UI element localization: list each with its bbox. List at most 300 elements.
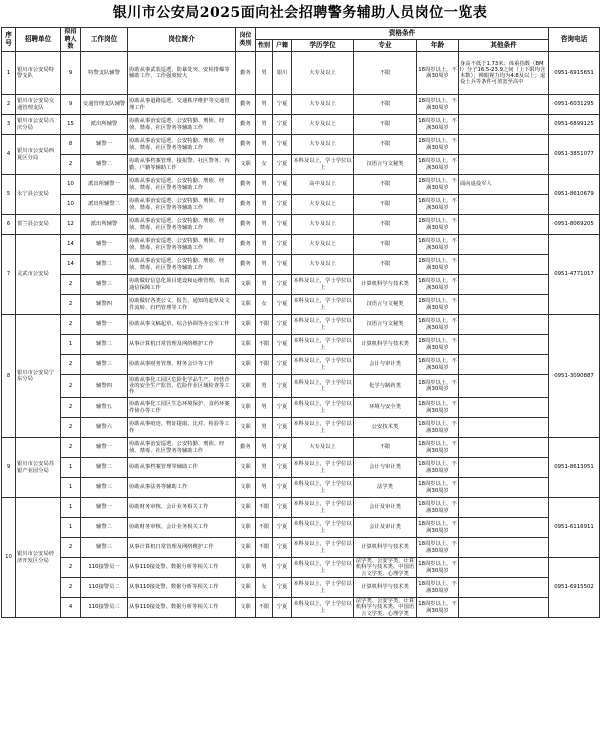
cell-gender: 不限 — [256, 538, 273, 558]
table-row — [2, 215, 600, 235]
cell-edu: 大专及以上 — [292, 195, 354, 215]
cell-edu: 本科及以上，学士学位以上 — [292, 578, 354, 598]
cell-huji: 宁夏 — [273, 275, 292, 295]
cell-seq: 10 — [2, 498, 16, 618]
cell-age: 18周岁以上，不满30周岁 — [417, 558, 459, 578]
cell-age: 18周岁以上，不满30周岁 — [417, 355, 459, 375]
header-seq: 序号 — [2, 28, 16, 52]
cell-duty: 协助财务审核、会计业务相关工作 — [128, 498, 236, 518]
cell-huji: 宁夏 — [273, 155, 292, 175]
cell-major: 法学类 — [354, 478, 417, 498]
cell-seq: 5 — [2, 175, 16, 215]
cell-post: 特警支队辅警 — [81, 52, 128, 95]
cell-post: 辅警三 — [81, 478, 128, 498]
cell-other — [459, 458, 549, 478]
table-row — [2, 518, 600, 538]
cell-other — [459, 195, 549, 215]
cell-major: 汉语言与文秘类 — [354, 155, 417, 175]
cell-age: 18周岁以上，不满30周岁 — [417, 135, 459, 155]
cell-contact: 0951-6915651 — [549, 52, 600, 95]
cell-age: 18周岁以上，不满30周岁 — [417, 418, 459, 438]
cell-num: 12 — [61, 215, 81, 235]
cell-post: 110接警员一 — [81, 558, 128, 578]
cell-huji: 宁夏 — [273, 95, 292, 115]
cell-post: 辅警一 — [81, 135, 128, 155]
cell-age: 18周岁以上，不满30周岁 — [417, 215, 459, 235]
cell-gender: 不限 — [256, 355, 273, 375]
cell-type: 文职 — [236, 518, 256, 538]
cell-huji: 宁夏 — [273, 295, 292, 315]
cell-age: 18周岁以上，不满30周岁 — [417, 398, 459, 418]
table-row — [2, 558, 600, 578]
cell-age: 18周岁以上，不满30周岁 — [417, 538, 459, 558]
cell-gender: 男 — [256, 458, 273, 478]
cell-gender: 不限 — [256, 335, 273, 355]
cell-edu: 本科及以上，学士学位以上 — [292, 498, 354, 518]
cell-edu: 高中及以上 — [292, 175, 354, 195]
cell-duty: 协助从事治安巡逻、公安特勤、刑侦、经侦、禁毒、社区警务等辅助工作 — [128, 255, 236, 275]
cell-gender: 男 — [256, 135, 273, 155]
cell-age: 18周岁以上，不满30周岁 — [417, 195, 459, 215]
cell-edu: 本科及以上，学士学位以上 — [292, 155, 354, 175]
cell-num: 2 — [61, 315, 81, 335]
cell-major: 不限 — [354, 95, 417, 115]
cell-duty: 协助从事文稿起草、综合协调等办公室工作 — [128, 315, 236, 335]
cell-major: 不限 — [354, 235, 417, 255]
cell-contact: 0951-6031295 — [549, 95, 600, 115]
cell-contact: 0951-3851077 — [549, 135, 600, 175]
cell-age: 18周岁以上，不满30周岁 — [417, 518, 459, 538]
cell-age: 18周岁以上，不满30周岁 — [417, 315, 459, 335]
cell-post: 辅警一 — [81, 235, 128, 255]
cell-major: 计算机科学与技术类 — [354, 275, 417, 295]
cell-major: 不限 — [354, 215, 417, 235]
cell-huji: 宁夏 — [273, 398, 292, 418]
cell-seq: 4 — [2, 135, 16, 175]
cell-gender: 男 — [256, 52, 273, 95]
header-type: 岗位类别 — [236, 28, 256, 52]
cell-gender: 男 — [256, 275, 273, 295]
cell-gender: 男 — [256, 115, 273, 135]
cell-duty: 协助从事治安巡逻、公安特勤、刑侦、经侦、禁毒、社区警务等辅助工作 — [128, 135, 236, 155]
cell-contact: 0951-4771017 — [549, 235, 600, 315]
cell-type: 文职 — [236, 558, 256, 578]
cell-other: 身高不低于1.73米；体重指数（BMI）分子16.5-23.9之间（上下限均含本数）；裸眼视力均为4.8及以上；退役士兵等条件可放宽至高中 — [459, 52, 549, 95]
cell-huji: 宁夏 — [273, 458, 292, 478]
cell-num: 1 — [61, 498, 81, 518]
cell-huji: 宁夏 — [273, 335, 292, 355]
cell-huji: 宁夏 — [273, 498, 292, 518]
cell-age: 18周岁以上，不满30周岁 — [417, 175, 459, 195]
cell-type: 勤务 — [236, 215, 256, 235]
header-age: 年龄 — [417, 40, 459, 52]
cell-age: 18周岁以上，不满30周岁 — [417, 275, 459, 295]
cell-huji: 宁夏 — [273, 538, 292, 558]
table-row — [2, 335, 600, 355]
cell-edu: 大专及以上 — [292, 235, 354, 255]
table-body — [2, 52, 600, 618]
cell-num: 2 — [61, 275, 81, 295]
cell-type: 勤务 — [236, 135, 256, 155]
cell-gender: 男 — [256, 175, 273, 195]
cell-major: 化学与制药类 — [354, 375, 417, 398]
cell-major: 会计与审计类 — [354, 355, 417, 375]
cell-duty: 从事计算机日常管理及网络维护工作 — [128, 335, 236, 355]
cell-num: 2 — [61, 538, 81, 558]
cell-num: 9 — [61, 52, 81, 95]
header-gender: 性别 — [256, 40, 273, 52]
cell-age: 18周岁以上，不满30周岁 — [417, 235, 459, 255]
header-huji: 户籍 — [273, 40, 292, 52]
cell-age: 18周岁以上，不满30周岁 — [417, 255, 459, 275]
cell-gender: 不限 — [256, 315, 273, 335]
cell-gender: 男 — [256, 398, 273, 418]
cell-edu: 本科及以上，学士学位以上 — [292, 598, 354, 618]
cell-huji: 宁夏 — [273, 195, 292, 215]
header-edu: 学历学位 — [292, 40, 354, 52]
cell-other — [459, 275, 549, 295]
cell-duty: 协助做好各类公文、报告、通知的起草及文件流转、归档管理等工作 — [128, 295, 236, 315]
cell-type: 文职 — [236, 355, 256, 375]
cell-num: 10 — [61, 195, 81, 215]
cell-post: 辅警一 — [81, 315, 128, 335]
cell-age: 18周岁以上，不满30周岁 — [417, 155, 459, 175]
cell-type: 文职 — [236, 498, 256, 518]
cell-num: 1 — [61, 478, 81, 498]
cell-unit: 灵武市公安局 — [16, 235, 61, 315]
cell-major: 法学类、公安学类、计算机科学与技术类、中国语言文学类、心理学类 — [354, 598, 417, 618]
cell-major: 计算机科学与技术类 — [354, 538, 417, 558]
cell-other — [459, 398, 549, 418]
table-row — [2, 95, 600, 115]
cell-edu: 本科及以上，学士学位以上 — [292, 355, 354, 375]
cell-num: 2 — [61, 558, 81, 578]
cell-duty: 从事计算机日常管理及网络维护工作 — [128, 538, 236, 558]
cell-duty: 协助从事档案管理等辅助工作 — [128, 458, 236, 478]
cell-type: 文职 — [236, 538, 256, 558]
cell-type: 勤务 — [236, 115, 256, 135]
cell-major: 不限 — [354, 195, 417, 215]
cell-seq: 6 — [2, 215, 16, 235]
cell-contact: 0951-8610679 — [549, 175, 600, 215]
cell-huji: 宁夏 — [273, 235, 292, 255]
cell-other — [459, 478, 549, 498]
cell-type: 文职 — [236, 398, 256, 418]
cell-other — [459, 235, 549, 255]
cell-other — [459, 155, 549, 175]
cell-age: 18周岁以上，不满30周岁 — [417, 335, 459, 355]
cell-age: 18周岁以上，不满30周岁 — [417, 458, 459, 478]
cell-duty: 协助从事道路巡逻、交通秩序维护等交通管理工作 — [128, 95, 236, 115]
cell-unit: 贺兰县公安局 — [16, 215, 61, 235]
cell-num: 2 — [61, 438, 81, 458]
cell-post: 辅警二 — [81, 335, 128, 355]
cell-edu: 本科及以上，学士学位以上 — [292, 478, 354, 498]
cell-duty: 从事110接处警、数据分析等相关工作 — [128, 558, 236, 578]
cell-gender: 男 — [256, 235, 273, 255]
cell-gender: 男 — [256, 195, 273, 215]
table-row — [2, 598, 600, 618]
cell-major: 不限 — [354, 135, 417, 155]
cell-major: 汉语言与文秘类 — [354, 295, 417, 315]
cell-age: 18周岁以上，不满30周岁 — [417, 578, 459, 598]
header-post: 工作岗位 — [81, 28, 128, 52]
cell-gender: 不限 — [256, 598, 273, 618]
cell-num: 15 — [61, 115, 81, 135]
cell-other — [459, 418, 549, 438]
cell-num: 1 — [61, 335, 81, 355]
cell-other — [459, 135, 549, 155]
cell-edu: 大专及以上 — [292, 135, 354, 155]
cell-contact: 0951-8069205 — [549, 215, 600, 235]
cell-huji: 宁夏 — [273, 175, 292, 195]
cell-age: 18周岁以上，不满30周岁 — [417, 498, 459, 518]
cell-post: 派出所辅警一 — [81, 175, 128, 195]
cell-edu: 本科及以上，学士学位以上 — [292, 538, 354, 558]
header-duty: 岗位简介 — [128, 28, 236, 52]
cell-edu: 大专及以上 — [292, 215, 354, 235]
table-row — [2, 375, 600, 398]
cell-major: 公安技术类 — [354, 418, 417, 438]
cell-num: 9 — [61, 95, 81, 115]
cell-contact: 0951-6915502 — [549, 558, 600, 618]
cell-post: 交通管理支队辅警 — [81, 95, 128, 115]
cell-huji: 宁夏 — [273, 558, 292, 578]
cell-major: 会计与审计类 — [354, 458, 417, 478]
cell-huji: 宁夏 — [273, 135, 292, 155]
cell-contact: 0951-8613051 — [549, 438, 600, 498]
table-row — [2, 498, 600, 518]
cell-duty: 协助从事财务管理、财务会计等工作 — [128, 355, 236, 375]
cell-num: 2 — [61, 155, 81, 175]
cell-edu: 大专及以上 — [292, 95, 354, 115]
cell-gender: 女 — [256, 295, 273, 315]
cell-type: 文职 — [236, 578, 256, 598]
header-contact: 咨询电话 — [549, 28, 600, 52]
cell-major: 不限 — [354, 115, 417, 135]
table-row — [2, 195, 600, 215]
table-row — [2, 175, 600, 195]
cell-other — [459, 255, 549, 275]
cell-gender: 男 — [256, 215, 273, 235]
cell-post: 辅警二 — [81, 155, 128, 175]
cell-edu: 本科及以上，学士学位以上 — [292, 335, 354, 355]
cell-gender: 女 — [256, 155, 273, 175]
cell-duty: 协助财务审核、会计业务相关工作 — [128, 518, 236, 538]
cell-type: 文职 — [236, 458, 256, 478]
cell-type: 文职 — [236, 598, 256, 618]
cell-num: 8 — [61, 135, 81, 155]
cell-other — [459, 215, 549, 235]
table-row — [2, 255, 600, 275]
cell-major: 不限 — [354, 175, 417, 195]
cell-age: 18周岁以上，不满30周岁 — [417, 598, 459, 618]
cell-post: 110接警员三 — [81, 598, 128, 618]
header-unit: 招聘单位 — [16, 28, 61, 52]
cell-other — [459, 95, 549, 115]
cell-other — [459, 115, 549, 135]
cell-other — [459, 538, 549, 558]
cell-post: 派出所辅警 — [81, 115, 128, 135]
cell-seq: 2 — [2, 95, 16, 115]
header-qualifications: 资格条件 — [256, 28, 549, 40]
cell-duty: 从事110接处警、数据分析等相关工作 — [128, 598, 236, 618]
cell-unit: 银川市公安局特警支队 — [16, 52, 61, 95]
cell-edu: 本科及以上，学士学位以上 — [292, 558, 354, 578]
table-row — [2, 458, 600, 478]
cell-major: 环境与安全类 — [354, 398, 417, 418]
cell-duty: 协助从事治安巡逻、公安特勤、刑侦、经侦、禁毒、社区警务等辅助工作 — [128, 215, 236, 235]
table-row — [2, 235, 600, 255]
cell-type: 文职 — [236, 335, 256, 355]
cell-major: 会计及审计类 — [354, 498, 417, 518]
cell-type: 勤务 — [236, 95, 256, 115]
cell-gender: 男 — [256, 418, 273, 438]
cell-num: 2 — [61, 578, 81, 598]
cell-edu: 本科及以上，学士学位以上 — [292, 275, 354, 295]
cell-type: 勤务 — [236, 235, 256, 255]
cell-other — [459, 598, 549, 618]
cell-type: 勤务 — [236, 52, 256, 95]
cell-major: 计算机科学与技术类 — [354, 335, 417, 355]
cell-huji: 宁夏 — [273, 355, 292, 375]
cell-gender: 女 — [256, 578, 273, 598]
cell-huji: 宁夏 — [273, 598, 292, 618]
cell-edu: 本科及以上，学士学位以上 — [292, 398, 354, 418]
cell-major: 不限 — [354, 438, 417, 458]
cell-other — [459, 498, 549, 518]
table-row — [2, 438, 600, 458]
cell-duty: 协助从事痕迹、物证提取、比对、检验等工作 — [128, 418, 236, 438]
cell-type: 文职 — [236, 155, 256, 175]
cell-post: 派出所辅警二 — [81, 195, 128, 215]
cell-post: 辅警三 — [81, 538, 128, 558]
cell-other — [459, 335, 549, 355]
cell-gender: 不限 — [256, 498, 273, 518]
cell-major: 法学类、公安学类、计算机科学与技术类、中国语言文学类、心理学类 — [354, 558, 417, 578]
cell-unit: 银川市公安局宁东分局 — [16, 315, 61, 438]
cell-huji: 宁夏 — [273, 518, 292, 538]
cell-gender: 男 — [256, 478, 273, 498]
cell-age: 18周岁以上，不满30周岁 — [417, 95, 459, 115]
cell-contact: 0951-6899125 — [549, 115, 600, 135]
header-other: 其他条件 — [459, 40, 549, 52]
table-row — [2, 295, 600, 315]
table-row — [2, 578, 600, 598]
cell-post: 辅警三 — [81, 355, 128, 375]
cell-other — [459, 578, 549, 598]
cell-duty: 协助从事治安巡逻、公安特勤、刑侦、经侦、禁毒、社区警务等辅助工作 — [128, 195, 236, 215]
cell-edu: 本科及以上，学士学位以上 — [292, 375, 354, 398]
cell-post: 辅警五 — [81, 398, 128, 418]
cell-contact: 0951-6116911 — [549, 498, 600, 558]
cell-num: 1 — [61, 518, 81, 538]
cell-post: 辅警二 — [81, 518, 128, 538]
cell-num: 1 — [61, 458, 81, 478]
table-row — [2, 355, 600, 375]
cell-duty: 协助从事治安巡逻、公安特勤、刑侦、经侦、禁毒、社区警务等辅助工作 — [128, 235, 236, 255]
cell-seq: 8 — [2, 315, 16, 438]
cell-type: 勤务 — [236, 195, 256, 215]
cell-duty: 协助从事化工园区生态环境保护、食药环案件侦办等工作 — [128, 398, 236, 418]
cell-huji: 宁夏 — [273, 478, 292, 498]
table-row — [2, 315, 600, 335]
cell-seq: 9 — [2, 438, 16, 498]
cell-gender: 男 — [256, 255, 273, 275]
cell-duty: 协助从事治安巡逻、公安特勤、刑侦、经侦、禁毒、社区警务等辅助工作 — [128, 175, 236, 195]
table-row — [2, 275, 600, 295]
cell-num: 14 — [61, 235, 81, 255]
cell-gender: 男 — [256, 558, 273, 578]
cell-post: 辅警一 — [81, 438, 128, 458]
table-row — [2, 135, 600, 155]
cell-seq: 1 — [2, 52, 16, 95]
cell-other — [459, 295, 549, 315]
cell-duty: 协助从事化工园区危险化学品生产、经营企业的安全生产监管、危险作业区域检查等工作 — [128, 375, 236, 398]
cell-type: 文职 — [236, 478, 256, 498]
cell-huji: 宁夏 — [273, 438, 292, 458]
cell-other — [459, 438, 549, 458]
cell-type: 文职 — [236, 275, 256, 295]
cell-type: 文职 — [236, 375, 256, 398]
cell-duty: 协助从事治安巡逻、公安特勤、刑侦、经侦、禁毒、社区警务等辅助工作 — [128, 438, 236, 458]
cell-num: 2 — [61, 355, 81, 375]
cell-post: 辅警四 — [81, 295, 128, 315]
cell-type: 文职 — [236, 295, 256, 315]
cell-huji: 银川 — [273, 52, 292, 95]
cell-unit: 永宁县公安局 — [16, 175, 61, 215]
table-row — [2, 115, 600, 135]
cell-post: 110接警员二 — [81, 578, 128, 598]
cell-num: 4 — [61, 598, 81, 618]
positions-table — [1, 27, 600, 618]
table-row — [2, 538, 600, 558]
cell-num: 2 — [61, 295, 81, 315]
cell-huji: 宁夏 — [273, 315, 292, 335]
cell-type: 勤务 — [236, 255, 256, 275]
cell-gender: 男 — [256, 438, 273, 458]
cell-duty: 协助从事档案管理、接报警、社区警务、内勤、户籍等辅助工作 — [128, 155, 236, 175]
cell-duty: 从事110接处警、数据分析等相关工作 — [128, 578, 236, 598]
cell-huji: 宁夏 — [273, 255, 292, 275]
cell-num: 10 — [61, 175, 81, 195]
cell-unit: 银川市公安局西夏区分局 — [16, 135, 61, 175]
cell-age: 18周岁以上，不满30周岁 — [417, 375, 459, 398]
cell-type: 勤务 — [236, 175, 256, 195]
cell-edu: 大专及以上 — [292, 115, 354, 135]
cell-num: 2 — [61, 398, 81, 418]
cell-post: 辅警一 — [81, 498, 128, 518]
cell-type: 文职 — [236, 418, 256, 438]
cell-edu: 本科及以上，学士学位以上 — [292, 518, 354, 538]
cell-type: 勤务 — [236, 438, 256, 458]
cell-duty: 协助从事治安巡逻、公安特勤、刑侦、经侦、禁毒、社区警务等辅助工作 — [128, 115, 236, 135]
cell-post: 派出所辅警 — [81, 215, 128, 235]
cell-age: 18周岁以上，不满30周岁 — [417, 295, 459, 315]
header-major: 专业 — [354, 40, 417, 52]
cell-edu: 大专及以上 — [292, 52, 354, 95]
table-row — [2, 52, 600, 95]
table-row — [2, 155, 600, 175]
cell-type: 文职 — [236, 315, 256, 335]
table-wrapper — [1, 27, 599, 618]
cell-unit: 银川市公安局苏银产业园分局 — [16, 438, 61, 498]
cell-seq: 3 — [2, 115, 16, 135]
cell-other — [459, 558, 549, 578]
cell-duty: 协助从事武装巡逻、防暴处突、安检排爆等辅助工作，工作强度较大 — [128, 52, 236, 95]
cell-huji: 宁夏 — [273, 115, 292, 135]
cell-huji: 宁夏 — [273, 578, 292, 598]
